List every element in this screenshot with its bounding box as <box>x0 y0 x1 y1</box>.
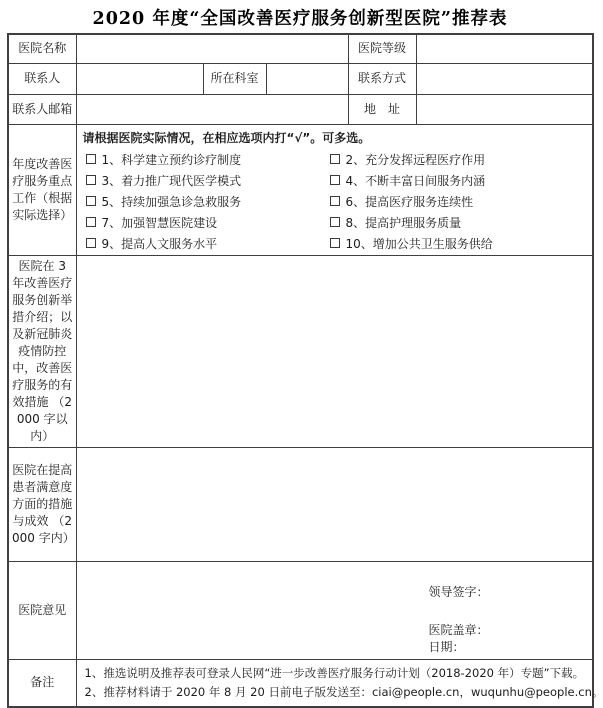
row-hospital-name <box>8 34 593 63</box>
contact-method-label: 联系方式 <box>348 63 416 94</box>
row-satisfaction-measures <box>8 447 593 561</box>
priority-work-label: 年度改善医疗服务重点工作（根据实际选择） <box>8 124 76 255</box>
contact-method-input[interactable] <box>416 63 593 94</box>
checkbox-option <box>86 212 330 233</box>
hospital-stamp-label: 医院盖章： <box>428 622 489 637</box>
checkbox-instruction: 请根据医院实际情况，在相应选项内打“√”。可多选。 <box>82 130 371 145</box>
date-label: 日期： <box>428 639 465 654</box>
checkbox-options-grid <box>77 149 593 254</box>
contact-label: 联系人 <box>8 63 76 94</box>
notes-content-cell <box>76 659 603 707</box>
priority-work-options-cell <box>76 124 593 255</box>
checkbox-label: 7、加强智慧医院建设 <box>101 215 218 230</box>
checkbox-option <box>330 191 593 212</box>
checkbox-label: 6、提高医疗服务连续性 <box>345 194 474 209</box>
hospital-opinion-input-area[interactable] <box>76 561 593 659</box>
checkbox-icon[interactable] <box>86 217 96 227</box>
checkbox-label: 5、持续加强急诊急救服务 <box>101 194 242 209</box>
form-title: 2020 年度“全国改善医疗服务创新型医院”推荐表 <box>92 9 508 29</box>
department-input[interactable] <box>266 63 348 94</box>
checkbox-label: 2、充分发挥远程医疗作用 <box>345 152 486 167</box>
checkbox-icon[interactable] <box>86 154 96 164</box>
row-hospital-opinion <box>8 561 593 659</box>
checkbox-option <box>330 212 593 233</box>
checkbox-icon[interactable] <box>330 196 340 206</box>
checkbox-icon[interactable] <box>86 175 96 185</box>
address-label: 地 址 <box>348 94 416 124</box>
innovation-measures-input[interactable] <box>76 255 593 447</box>
checkbox-option <box>86 191 330 212</box>
row-notes <box>8 659 593 707</box>
checkbox-label: 1、科学建立预约诊疗制度 <box>101 152 242 167</box>
checkbox-option <box>86 149 330 170</box>
leader-signature-label: 领导签字： <box>428 584 489 599</box>
checkbox-label: 9、提高人文服务水平 <box>101 236 218 251</box>
checkbox-icon[interactable] <box>86 196 96 206</box>
checkbox-label: 3、着力推广现代医学模式 <box>101 173 242 188</box>
checkbox-option <box>86 233 330 254</box>
notes-text <box>77 660 603 706</box>
signature-block <box>77 562 593 656</box>
hospital-level-label: 医院等级 <box>348 34 416 63</box>
checkbox-icon[interactable] <box>330 217 340 227</box>
row-contact <box>8 63 593 94</box>
checkbox-option <box>330 170 593 191</box>
checkbox-option <box>330 233 593 254</box>
department-label: 所在科室 <box>203 63 266 94</box>
hospital-name-label: 医院名称 <box>8 34 76 63</box>
note-line-1: 1、推选说明及推荐表可登录人民网“进一步改善医疗服务行动计划（2018-2020 年）专题”下载。 <box>84 665 585 680</box>
hospital-opinion-label: 医院意见 <box>8 561 76 659</box>
innovation-measures-label: 医院在 3 年改善医疗服务创新举措介绍；以及新冠肺炎疫情防控中，改善医疗服务的有效措施 （2000 字以内） <box>8 255 76 447</box>
checkbox-option <box>330 149 593 170</box>
row-innovation-measures <box>8 255 593 447</box>
checkbox-icon[interactable] <box>86 238 96 248</box>
row-email-address <box>8 94 593 124</box>
recommendation-form-table <box>7 33 603 708</box>
checkbox-icon[interactable] <box>330 154 340 164</box>
checkbox-label: 10、增加公共卫生服务供给 <box>345 236 493 251</box>
checkbox-label: 4、不断丰富日间服务内涵 <box>345 173 486 188</box>
satisfaction-measures-label: 医院在提高患者满意度方面的措施与成效 （2000 字内） <box>8 447 76 561</box>
contact-input[interactable] <box>76 63 203 94</box>
address-input[interactable] <box>416 94 593 124</box>
notes-label: 备注 <box>8 659 76 707</box>
row-priority-work <box>8 124 593 255</box>
note-line-2: 2、推荐材料请于 2020 年 8 月 20 日前电子版发送至：ciai@people.cn，wuqunhu@people.cn。 <box>84 684 603 699</box>
hospital-name-input[interactable] <box>76 34 348 63</box>
satisfaction-measures-input[interactable] <box>76 447 593 561</box>
contact-email-label: 联系人邮箱 <box>8 94 76 124</box>
checkbox-label: 8、提高护理服务质量 <box>345 215 462 230</box>
contact-email-input[interactable] <box>76 94 348 124</box>
checkbox-icon[interactable] <box>330 238 340 248</box>
hospital-level-input[interactable] <box>416 34 593 63</box>
checkbox-icon[interactable] <box>330 175 340 185</box>
checkbox-option <box>86 170 330 191</box>
